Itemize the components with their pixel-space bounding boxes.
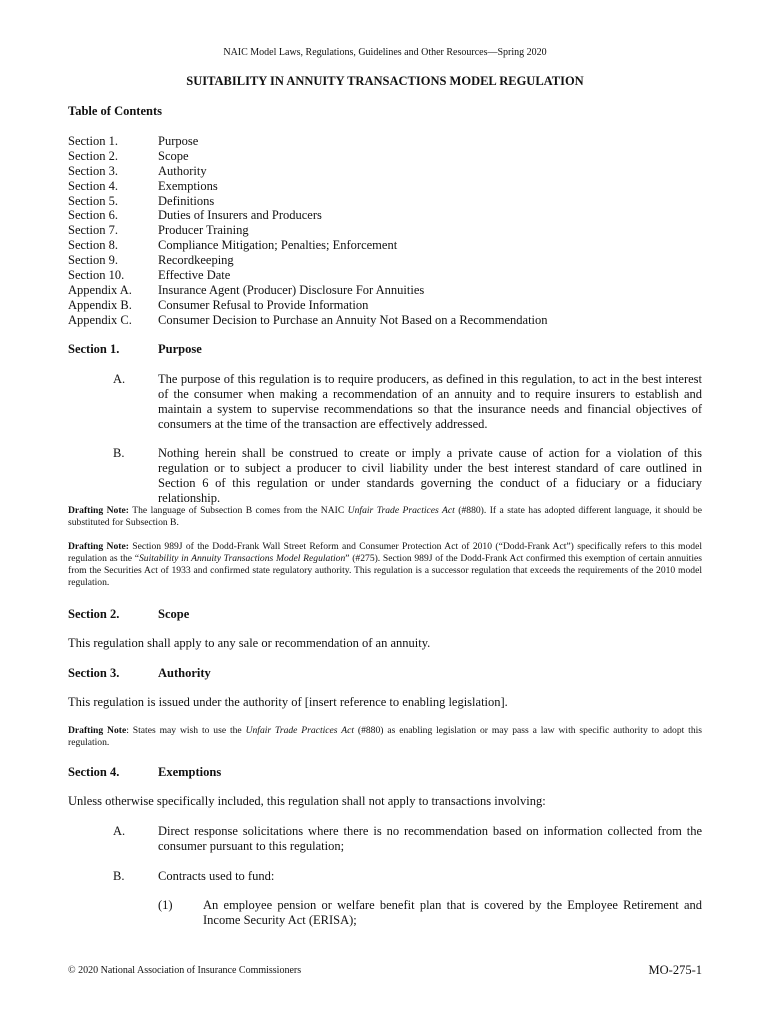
toc-item-label: Purpose (158, 134, 199, 148)
toc-item-label: Exemptions (158, 178, 218, 193)
toc-item-number: Section 8. (68, 238, 118, 253)
note-text: Section 989J of the Dodd-Frank Wall Street Reform and Consumer Protection Act of 2010 (“Dodd-Frank Act”) specifically refers to this model regulation as the “ (68, 541, 702, 564)
section-3-text: This regulation is issued under the authority of [insert reference to enabling legislation]. (68, 695, 508, 709)
toc-item (68, 194, 548, 209)
toc-item (68, 283, 548, 298)
item-letter: B. (113, 446, 125, 460)
toc-item (68, 223, 548, 238)
note-text: : States may wish to use the (126, 725, 246, 736)
section-1-heading (68, 342, 202, 357)
toc-item-number: Section 10. (68, 268, 125, 283)
toc-item-label: Authority (158, 163, 207, 178)
toc-item (68, 179, 548, 194)
toc-item-number: Appendix C. (68, 312, 132, 327)
item-number: (1) (158, 898, 173, 912)
section-number: Section 3. (68, 666, 120, 680)
note-italic-text: Suitability in Annuity Transactions Model Regulation (138, 553, 346, 564)
section-1-paragraph-a: The purpose of this regulation is to require producers, as defined in this regulation, to act in the best interest of the consumer when making a recommendation of an annuity and to require insurers to establish and maintain a system to supervise recommendations so that the insurance needs and financial objectives of consumers at the time of the transaction are effectively addressed. (158, 372, 702, 431)
footer-copyright: © 2020 National Association of Insurance Commissioners (68, 965, 302, 976)
section-4-intro: Unless otherwise specifically included, this regulation shall not apply to transactions involving: (68, 794, 546, 808)
toc-item-label: Consumer Decision to Purchase an Annuity Not Based on a Recommendation (158, 312, 548, 327)
section-title: Scope (158, 607, 190, 621)
section-2-text: This regulation shall apply to any sale or recommendation of an annuity. (68, 636, 431, 650)
note-text: ” (#275). Section 989J of the Dodd-Frank Act confirmed this exemption of certain annuities from the Securities Act of 1933 and confirmed state regulatory authority. This regulation is a successor regulation that exceeds the requirements of the 2010 model regulation. (68, 553, 702, 588)
toc-item-label: Definitions (158, 193, 215, 208)
document-title: SUITABILITY IN ANNUITY TRANSACTIONS MODEL REGULATION (186, 74, 584, 88)
section-title: Purpose (158, 342, 202, 356)
running-header: NAIC Model Laws, Regulations, Guidelines and Other Resources—Spring 2020 (223, 47, 547, 58)
toc-item-number: Section 1. (68, 134, 118, 148)
item-letter: A. (113, 372, 126, 386)
item-letter: A. (113, 824, 126, 838)
toc-item (68, 268, 548, 283)
note-italic-text: Unfair Trade Practices Act (245, 725, 355, 736)
toc-heading: Table of Contents (68, 104, 162, 118)
toc-item-number: Section 2. (68, 148, 118, 163)
table-of-contents (68, 134, 548, 328)
toc-item-number: Appendix B. (68, 297, 132, 312)
toc-item (68, 238, 548, 253)
toc-item-label: Insurance Agent (Producer) Disclosure For Annuities (158, 282, 425, 297)
toc-item (68, 253, 548, 268)
page-number: MO-275-1 (648, 963, 702, 977)
note-text: (#880) as enabling legislation or may pass a law with specific authority to adopt this regulation. (68, 725, 703, 748)
toc-item (68, 134, 548, 149)
note-text: The language of Subsection B comes from the NAIC (129, 505, 348, 516)
section-1-paragraph-b: Nothing herein shall be construed to create or imply a private cause of action for a violation of this regulation or to subject a producer to civil liability under the best interest standard of care outlined in Section 6 of this regulation or under standards governing the conduct of a fiduciary or a fiduciary relationship. (158, 446, 702, 505)
section-4-paragraph-b: Contracts used to fund: (158, 869, 275, 883)
toc-item-number: Section 5. (68, 193, 118, 208)
section-4-paragraph-a: Direct response solicitations where there is no recommendation based on information collected from the consumer pursuant to this regulation; (158, 824, 702, 853)
section-number: Section 4. (68, 765, 120, 779)
toc-item-label: Duties of Insurers and Producers (158, 208, 322, 223)
section-4-paragraph-b1: An employee pension or welfare benefit plan that is covered by the Employee Retirement and Income Security Act (ERISA); (203, 898, 702, 927)
toc-item (68, 298, 548, 313)
toc-item-number: Section 4. (68, 178, 118, 193)
toc-item-number: Section 6. (68, 208, 118, 223)
drafting-note (68, 725, 702, 749)
drafting-note-label: Drafting Note: (68, 541, 129, 552)
section-2-heading (68, 607, 189, 622)
drafting-note-label: Drafting Note: (68, 505, 129, 516)
note-text: (#880). If a state has adopted different language, it should be substituted for Subsection B. (68, 505, 702, 528)
toc-item-label: Effective Date (158, 268, 231, 283)
toc-item-label: Scope (158, 148, 189, 163)
toc-item (68, 208, 548, 223)
item-letter: B. (113, 869, 125, 883)
drafting-note (68, 505, 702, 529)
section-title: Exemptions (158, 765, 222, 779)
toc-item (68, 149, 548, 164)
section-number: Section 1. (68, 342, 120, 356)
toc-item-number: Appendix A. (68, 282, 132, 297)
toc-item (68, 164, 548, 179)
drafting-note-label: Drafting Note (68, 725, 127, 736)
toc-item (68, 313, 548, 328)
toc-item-number: Section 7. (68, 223, 118, 238)
section-3-heading (68, 666, 211, 681)
toc-item-label: Compliance Mitigation; Penalties; Enforcement (158, 238, 398, 253)
section-title: Authority (158, 666, 211, 680)
toc-item-number: Section 9. (68, 253, 118, 268)
note-italic-text: Unfair Trade Practices Act (347, 505, 455, 516)
toc-item-number: Section 3. (68, 163, 118, 178)
toc-item-label: Producer Training (158, 223, 249, 238)
toc-item-label: Consumer Refusal to Provide Information (158, 297, 369, 312)
section-4-heading (68, 765, 221, 780)
toc-item-label: Recordkeeping (158, 253, 234, 268)
section-number: Section 2. (68, 607, 120, 621)
drafting-note (68, 541, 702, 589)
